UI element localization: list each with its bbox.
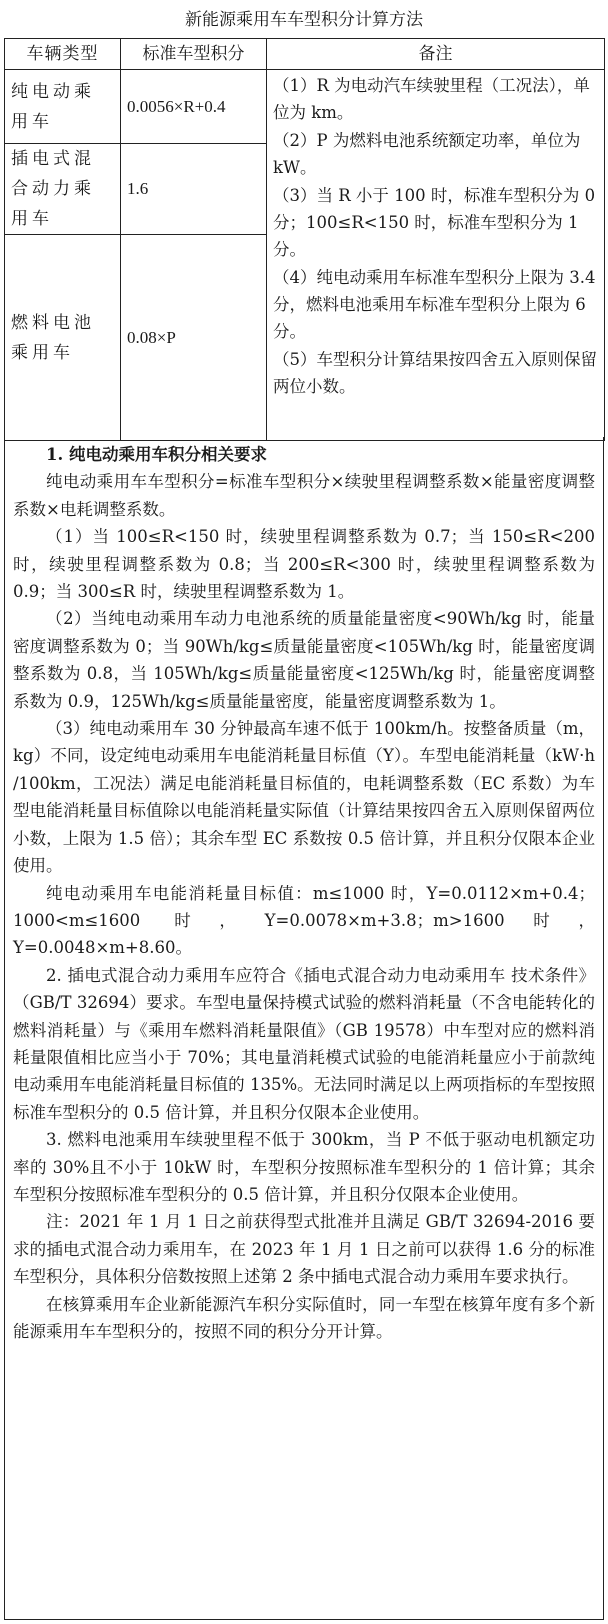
table-header-row [5,39,605,70]
paragraph: 3. 燃料电池乘用车续驶里程不低于 300km，当 P 不低于驱动电机额定功率的 30%且不小于 10kW 时，车型积分按照标准车型积分的 1 倍计算；其余车型积分按照标准车型积分的 0.5 倍计算，并且积分仅限本企业使用。 [13,1130,595,1204]
remark-item: （3）当 R 小于 100 时，标准车型积分为 0 分；100≤R<150 时，标准车型积分为 1 分。 [273,186,596,259]
score-table [4,38,605,441]
vehicle-type-cell: 插电式混合动力乘用车 [5,144,121,235]
document-title: 新能源乘用车车型积分计算方法 [185,10,423,30]
paragraph: （2）当纯电动乘用车动力电池系统的质量能量密度<90Wh/kg 时，能量密度调整系数为 0；当 90Wh/kg≤质量能量密度<105Wh/kg 时，能量密度调整系数为 0.8，当 105Wh/kg≤质量能量密度<125Wh/kg 时，能量密度调整系数为 0.9，125Wh/kg≤质量能量密度，能量密度调整系数为 1。 [13,609,595,711]
header-vehicle-type: 车辆类型 [5,39,121,70]
table-row [5,70,605,144]
remark-item: （2）P 为燃料电池系统额定功率，单位为 kW。 [273,131,581,177]
formula-cell: 1.6 [121,144,267,235]
remarks-cell [267,70,605,441]
requirements-section [4,437,604,1620]
vehicle-type-cell: 燃料电池乘用车 [5,235,121,441]
remark-item: （5）车型积分计算结果按四舍五入原则保留两位小数。 [273,350,597,396]
formula-cell: 0.0056×R+0.4 [121,70,267,144]
paragraph: （3）纯电动乘用车 30 分钟最高车速不低于 100km/h。按整备质量（m，kg）不同，设定纯电动乘用车电能消耗量目标值（Y）。车型电能消耗量（kW·h /100km，工况法）满足电能消耗量目标值的，电耗调整系数（EC 系数）为车型电能消耗量目标值除以电能消耗量实际值（计算结果按四舍五入原则保留两位小数，上限为 1.5 倍）；其余车型 EC 系数按 0.5 倍计算，并且积分仅限本企业使用。 [13,719,595,876]
paragraph: （1）当 100≤R<150 时，续驶里程调整系数为 0.7；当 150≤R<200 时，续驶里程调整系数为 0.8；当 200≤R<300 时，续驶里程调整系数为 0.9；当 300≤R 时，续驶里程调整系数为 1。 [13,527,595,602]
header-standard-score: 标准车型积分 [121,39,267,70]
paragraph: 纯电动乘用车电能消耗量目标值：m≤1000 时，Y=0.0112×m+0.4；1000<m≤1600 时，Y=0.0078×m+3.8；m>1600时，Y=0.0048×m+8.60。 [13,883,595,958]
remark-item: （4）纯电动乘用车标准车型积分上限为 3.4 分，燃料电池乘用车标准车型积分上限为 6 分。 [273,268,596,341]
paragraph: 2. 插电式混合动力乘用车应符合《插电式混合动力电动乘用车 技术条件》（GB/T 32694）要求。车型电量保持模式试验的燃料消耗量（不含电能转化的燃料消耗量）与《乘用车燃料消耗量限值》（GB 19578）中车型对应的燃料消耗量限值相比应当小于 70%；其电量消耗模式试验的电能消耗量应小于前款纯电动乘用车电能消耗量目标值的 135%。无法同时满足以上两项指标的车型按照标准车型积分的 0.5 倍计算，并且积分仅限本企业使用。 [13,965,595,1122]
header-remarks: 备注 [267,39,605,70]
remark-item: （1）R 为电动汽车续驶里程（工况法），单位为 km。 [273,76,590,122]
paragraph: 纯电动乘用车车型积分=标准车型积分×续驶里程调整系数×能量密度调整系数×电耗调整系数。 [13,472,595,519]
formula-cell: 0.08×P [121,235,267,441]
paragraph: 注：2021 年 1 月 1 日之前获得型式批准并且满足 GB/T 32694-2016 要求的插电式混合动力乘用车，在 2023 年 1 月 1 日之前可以获得 1.6 分的标准车型积分，具体积分倍数按照上述第 2 条中插电式混合动力乘用车要求执行。 [13,1212,595,1287]
section-heading: 1. 纯电动乘用车积分相关要求 [46,445,267,464]
paragraph: 在核算乘用车企业新能源汽车积分实际值时，同一车型在核算年度有多个新能源乘用车车型积分的，按照不同的积分分开计算。 [13,1294,595,1341]
vehicle-type-cell: 纯电动乘用车 [5,70,121,144]
